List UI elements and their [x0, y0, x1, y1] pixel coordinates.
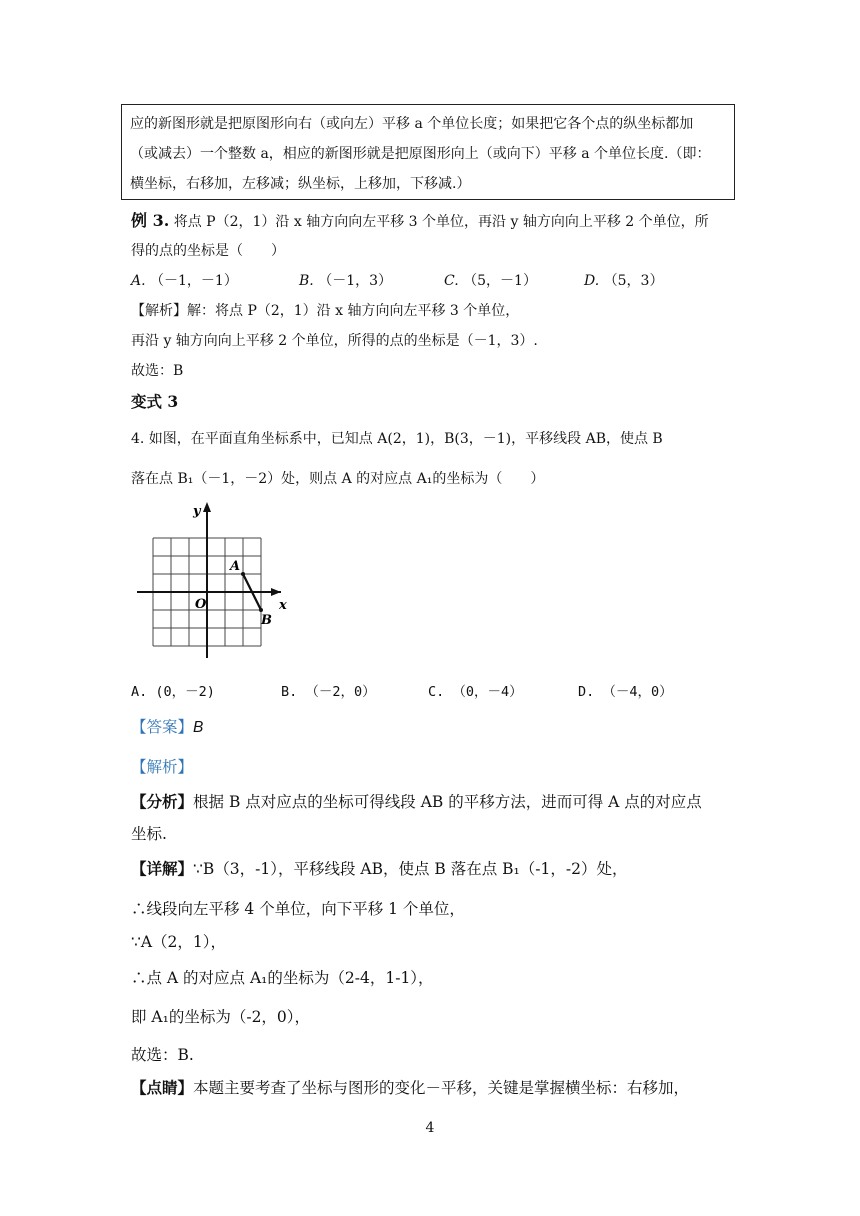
example3-option-a: A. （－1，－1） — [131, 273, 238, 289]
example3-option-d: D. （5，3） — [584, 273, 664, 289]
axes — [137, 506, 281, 658]
q4-option-b: B. （－2，0） — [281, 684, 376, 700]
q4-fenxi-tag: 【分析】 — [131, 792, 194, 811]
variant-title: 变式 3 — [131, 392, 179, 411]
q4-answer-line — [131, 715, 203, 737]
page-number: 4 — [425, 1120, 435, 1136]
q4-xiangjie-line-3: ∵A（2，1）， — [131, 933, 227, 951]
q4-analysis-tag: 【解析】 — [131, 758, 194, 776]
q4-answer-value: B — [193, 719, 204, 736]
origin-label: O — [195, 597, 207, 612]
coordinate-grid-figure — [133, 498, 293, 660]
q4-option-a: A. (0，－2) — [131, 684, 215, 700]
q4-option-d: D. （－4，0） — [578, 684, 673, 700]
example3-analysis-line-1: 【解析】解：将点 P（2，1）沿 x 轴方向向左平移 3 个单位， — [131, 303, 520, 319]
q4-fenxi-line-2: 坐标. — [131, 825, 167, 843]
example3-stem-line-2: 得的点的坐标是（ ） — [131, 243, 285, 259]
example3-answer: 故选：B — [131, 363, 184, 379]
rule-line-3: 横坐标，右移加，左移减；纵坐标，上移加，下移减.） — [130, 176, 471, 192]
point-a-label: A — [230, 559, 241, 574]
point-b — [259, 608, 263, 612]
q4-dianjing-tag: 【点睛】 — [131, 1078, 194, 1097]
q4-xiangjie-line-1: 【详解】∵B（3，-1），平移线段 AB，使点 B 落在点 B₁（-1，-2）处， — [131, 859, 628, 878]
x-axis-label: x — [279, 598, 287, 613]
q4-xiangjie-line-6: 故选：B. — [131, 1046, 194, 1064]
example3-option-b: B. （－1，3） — [299, 273, 393, 289]
q4-fenxi-line-1: 【分析】根据 B 点对应点的坐标可得线段 AB 的平移方法，进而可得 A 点的对应点 — [131, 792, 702, 811]
q4-answer-tag: 【答案】 — [131, 718, 194, 736]
rule-box — [121, 104, 735, 200]
y-axis-arrow — [203, 502, 211, 512]
example3-stem-text-1: 将点 P（2，1）沿 x 轴方向向左平移 3 个单位，再沿 y 轴方向向上平移 2 个单位，所 — [173, 214, 709, 230]
q4-stem-line-1: 4. 如图，在平面直角坐标系中，已知点 A(2，1)，B(3，－1)，平移线段 AB，使点 B — [131, 431, 663, 447]
example3-analysis-tag: 【解析】 — [131, 303, 187, 319]
q4-xiangjie-line-5: 即 A₁的坐标为（-2，0）， — [131, 1008, 311, 1026]
rule-line-1: 应的新图形就是把原图形向右（或向左）平移 a 个单位长度；如果把它各个点的纵坐标都加 — [130, 116, 694, 132]
example3-option-c: C. （5，－1） — [444, 273, 537, 289]
y-axis-label: y — [193, 504, 201, 519]
q4-xiangjie-line-2: ∴线段向左平移 4 个单位，向下平移 1 个单位， — [131, 900, 465, 918]
example3-stem-line-1 — [131, 208, 709, 231]
q4-option-c: C. （0，－4） — [428, 684, 523, 700]
example3-options — [131, 270, 663, 290]
q4-options — [131, 680, 673, 700]
q4-dianjing-line-1: 【点睛】本题主要考查了坐标与图形的变化－平移，关键是掌握横坐标：右移加， — [131, 1078, 690, 1097]
q4-xiangjie-line-4: ∴点 A 的对应点 A₁的坐标为（2-4，1-1）， — [131, 969, 434, 987]
rule-line-2: （或减去）一个整数 a，相应的新图形就是把原图形向上（或向下）平移 a 个单位长度.（即： — [130, 146, 711, 162]
point-b-label: B — [261, 613, 272, 628]
point-a — [241, 572, 245, 576]
q4-stem-line-2: 落在点 B₁（－1，－2）处，则点 A 的对应点 A₁的坐标为（ ） — [131, 471, 545, 487]
q4-xiangjie-tag: 【详解】 — [131, 859, 194, 878]
example3-analysis-line-2: 再沿 y 轴方向向上平移 2 个单位，所得的点的坐标是（－1，3）. — [131, 333, 538, 349]
example3-label: 例 3. — [131, 211, 170, 230]
x-axis-arrow — [271, 588, 281, 596]
